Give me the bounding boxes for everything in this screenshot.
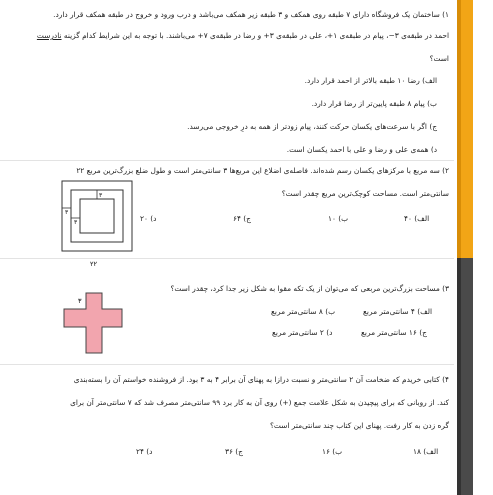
q3-option-a: الف) ۴ سانتی‌متر مربع bbox=[363, 307, 433, 316]
accent-bar-top bbox=[457, 0, 473, 258]
divider bbox=[0, 258, 454, 259]
q2-line1: ۲) سه مربع با مرکزهای یکسان رسم شده‌اند. فاصله‌ی اضلاع این مربع‌ها ۳ سانتی‌متر است و طول ضلع بزرگ‌ترین مربع ۲۲ bbox=[76, 166, 449, 175]
q4-line2: کند. از روبانی که برای پیچیدن به شکل علامت جمع (+) روی آن به کار برد ۹۹ سانتی‌متر مصرف شد که ۷ سانتی‌متر آن برای bbox=[70, 398, 449, 407]
q3-option-c: ج) ۱۶ سانتی‌متر مربع bbox=[361, 328, 427, 337]
q3-option-d: د) ۲ سانتی‌متر مربع bbox=[272, 328, 333, 337]
q1-option-d: د) همه‌ی علی و رضا و علی با احمد یکسان است. bbox=[286, 145, 437, 154]
q3-line1: ۳) مساحت بزرگ‌ترین مربعی که می‌توان از یک تکه مقوا به شکل زیر جدا کرد، چقدر است؟ bbox=[170, 284, 449, 293]
q2-line2: سانتی‌متر است. مساحت کوچک‌ترین مربع چقدر است؟ bbox=[281, 189, 449, 198]
q4-option-a: الف) ۱۸ bbox=[413, 447, 439, 456]
divider bbox=[0, 364, 454, 365]
q3-option-b: ب) ۸ سانتی‌متر مربع bbox=[271, 307, 336, 316]
q1-option-b: ب) پیام ۸ طبقه پایین‌تر از رضا قرار دارد. bbox=[311, 99, 437, 108]
q4-option-b: ب) ۱۶ bbox=[322, 447, 343, 456]
nested-squares-figure bbox=[52, 178, 142, 270]
figure-gap-label: ۳ bbox=[74, 219, 78, 226]
q2-option-d: د) ۲۰ bbox=[140, 214, 157, 223]
q1-line1: ۱) ساختمان یک فروشگاه دارای ۷ طبقه روی همکف و ۳ طبقه زیر همکف می‌باشد و درب ورود و خروج در طبقه همکف قرار دارد. bbox=[53, 10, 449, 19]
q2-option-a: الف) ۴۰ bbox=[404, 214, 430, 223]
figure-side-label: ۲۲ bbox=[90, 260, 97, 268]
figure-gap-label: ۳ bbox=[65, 209, 69, 216]
plus-shape bbox=[64, 293, 122, 353]
q4-line3: گره زدن به کار رفت. پهنای این کتاب چند سانتی‌متر است؟ bbox=[269, 421, 449, 430]
q4-line1: ۴) کتابی خریدم که ضخامت آن ۲ سانتی‌متر و نسبت درازا به پهنای آن برابر ۴ به ۳ بود. از فروشنده خواستم آن را بسته‌بندی bbox=[73, 375, 449, 384]
accent-bar-bottom bbox=[457, 258, 473, 495]
q4-option-c: ج) ۳۶ bbox=[225, 447, 243, 456]
q1-underlined-word: نادرست bbox=[36, 31, 62, 40]
figure-gap-label: ۳ bbox=[99, 192, 103, 199]
q4-option-d: د) ۲۴ bbox=[136, 447, 153, 456]
plus-shape-label: ۳ bbox=[78, 297, 82, 305]
q1-line3: است؟ bbox=[429, 54, 449, 63]
plus-shape-figure bbox=[58, 290, 138, 360]
q1-option-a: الف) رضا ۱۰ طبقه بالاتر از احمد قرار دارد. bbox=[304, 76, 437, 85]
divider bbox=[0, 160, 454, 161]
q2-option-c: ج) ۶۴ bbox=[233, 214, 251, 223]
q2-option-b: ب) ۱۰ bbox=[328, 214, 349, 223]
q1-option-c: ج) اگر با سرعت‌های یکسان حرکت کنند، پیام زودتر از همه به درِ خروجی می‌رسد. bbox=[187, 122, 437, 131]
q1-line2: احمد در طبقه‌ی ۳−، پیام در طبقه‌ی ۱+، علی در طبقه‌ی ۳+ و رضا در طبقه‌ی ۷+ می‌باشند. با توجه به این شرایط کدام گزینه نادرست bbox=[36, 31, 449, 40]
